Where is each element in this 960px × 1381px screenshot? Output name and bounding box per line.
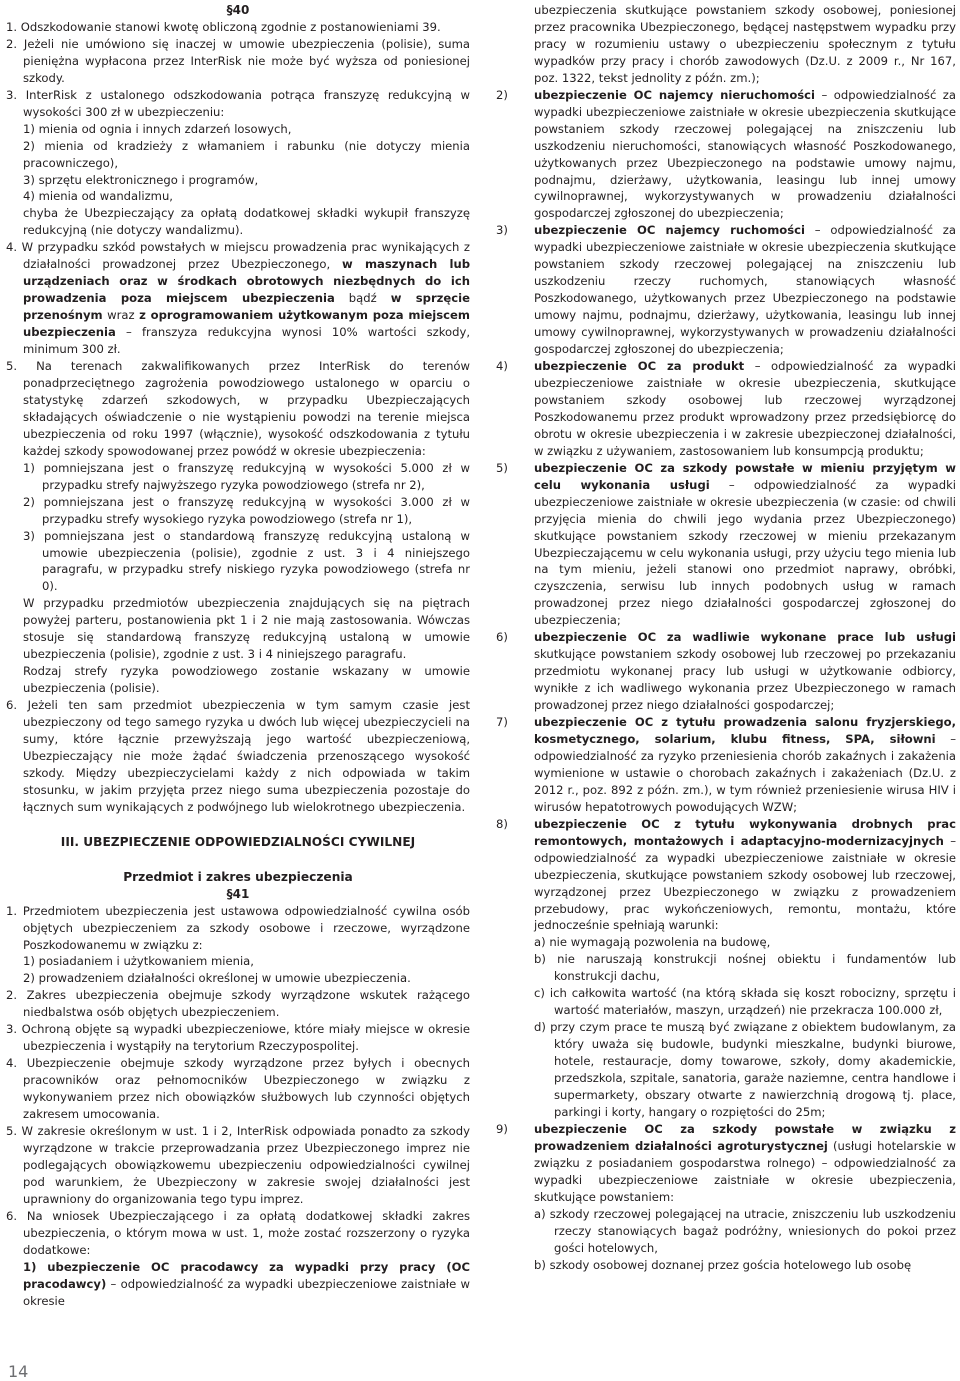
clause-40-4 [6, 239, 470, 358]
clause-40-3-item-4: 4) mienia od wandalizmu, [23, 189, 173, 204]
item-2-text: – odpowiedzialność za wypadki ubezpieczeniowe zaistniałe w okresie ubezpieczenia skutkujące powstaniem szkody rzeczowej polegającej na zniszczeniu lub uszkodzeniu nieruchomości, stanowiących własność Poszkodowanego, użytkowanych przez Ubezpieczonego na podstawie umowy najmu, podnajmu, dzierżawy, użytkowania, leasingu lub innej umowy cywilnoprawnej, wykorzystywanych w prowadzeniu działalności gospodarczej zgłoszonej do ubezpieczenia; [534, 87, 956, 221]
clause-40-3-tail: chyba że Ubezpieczający za opłatą dodatkowej składki wykupił franszyzę redukcyjną (nie dotyczy wandalizmu). [23, 206, 470, 238]
item-7-bold: ubezpieczenie OC z tytułu prowadzenia salonu fryzjerskiego, kosmetycznego, solarium, klubu fitness, SPA, siłowni [534, 715, 956, 746]
item-6-bold: ubezpieczenie OC za wadliwie wykonane prace lub usługi [534, 630, 956, 645]
clause-41-4: 4. Ubezpieczenie obejmuje szkody wyrządzone przez byłych i obecnych pracowników oraz pełnomocników Ubezpieczonego w związku z wykonywaniem przez nich obowiązków służbowych lub czynności objętych zakresem umocowania. [6, 1056, 470, 1122]
clause-41-6-item-4 [496, 358, 956, 460]
item-8-sub-b: b) nie naruszają konstrukcji nośnej obiektu i fundamentów lub konstrukcji dachu, [534, 952, 956, 984]
clause-40-3-item-3: 3) sprzętu elektronicznego i programów, [23, 172, 259, 187]
paragraph-number-41: §41 [226, 886, 250, 901]
clause-41-1-item-1: 1) posiadaniem i użytkowaniem mienia, [23, 954, 254, 969]
clause-40-4-text-g: – franszyza redukcyjna wynosi 10% wartości szkody, minimum 300 zł. [23, 325, 471, 357]
item-3-bold: ubezpieczenie OC najemcy ruchomości [534, 223, 805, 238]
clause-41-6-item-3 [496, 222, 956, 358]
paragraph-number-40: §40 [226, 3, 250, 17]
clause-40-6: 6. Jeżeli ten sam przedmiot ubezpieczenia w tym samym czasie jest ubezpieczony od tego samego ryzyka u dwóch lub więcej ubezpieczycieli na sumy, które łącznie przewyższają jego wartość ubezpieczeniową, Ubezpieczający nie może żądać świadczenia przenoszącego wysokość szkody. Między ubezpieczycielami każdy z nich odpowiada w takim stosunku, w jakim przyjęta przez niego suma ubezpieczenia pozostaje do łącznych sum wynikających z podwójnego lub wielokrotnego ubezpieczenia. [6, 698, 470, 814]
item-9-number: 9) [496, 1121, 508, 1136]
item-9-sub-b: b) szkody osobowej doznanej przez gościa hotelowego lub osobę [534, 1257, 912, 1272]
item-4-text: – odpowiedzialność za wypadki ubezpieczeniowe zaistniałe w okresie ubezpieczenia, skutkujące powstaniem szkody osobowej lub rzeczowej wyrządzonej Poszkodowanemu przez produkt wprowadzony przez przedsiębiorcę do obrotu w okresie ubezpieczenia i w zakresie ubezpieczonej działalności, w związku z używaniem, zastosowaniem lub konsumpcją produktu; [534, 359, 956, 458]
clause-40-5-item-3: 3) pomniejszana jest o standardową franszyzę redukcyjną ustaloną w umowie ubezpieczenia (polisie), zgodnie z ust. 3 i 4 niniejszego paragrafu, w przypadku strefy niskiego ryzyka powodziowego (strefa nr 0). [23, 528, 470, 594]
clause-41-6-item-1-continued: ubezpieczenia skutkujące powstaniem szkody osobowej, poniesionej przez pracownika Ubezpieczonego, będącej następstwem wypadku przy pracy w rozumieniu ustawy o ubezpieczeniu społecznym z tytułu wypadków przy pracy i chorób zawodowych (Dz.U. z 2009 r., Nr 167, poz. 1322, tekst jednolity z późn. zm.); [534, 3, 956, 85]
clause-40-4-bold-b: w maszynach lub urządzeniach oraz w środkach obrotowych niezbędnych do ich prowadzenia poza miejscem ubezpieczenia [23, 257, 470, 306]
clause-41-3: 3. Ochroną objęte są wypadki ubezpieczeniowe, które miały miejsce w okresie ubezpieczenia i wystąpiły na terytorium Rzeczypospolitej. [6, 1022, 470, 1054]
item-6-text: skutkujące powstaniem szkody osobowej lub rzeczowej po przekazaniu przedmiotu wykonanej pracy lub usługi w użytkowanie odbiorcy, wynikłe z ich wadliwego wykonania przez Ubezpieczonego w ramach prowadzonej przez niego działalności gospodarczej; [534, 647, 956, 713]
clause-40-5-tail-1: W przypadku przedmiotów ubezpieczenia znajdujących się na piętrach powyżej parteru, postanowienia pkt 1 i 2 nie mają zastosowania. Wówczas stosuje się standardową franszyzę redukcyjną ustaloną w umowie ubezpieczenia (polisie), zgodnie z ust. 3 i 4 niniejszego paragrafu. [23, 596, 470, 662]
item-8-sub-d: d) przy czym prace te muszą być związane z obiektem budowlanym, za który uważa się budowle, budynki mieszkalne, budynki biurowe, hotele, restauracje, domy towarowe, szkoły, domy akademickie, przedszkola, szpitale, sanatoria, garaże naziemne, centra handlowe i supermarkety, obszary otwarte z nawierzchnią drogową tj. place, parkingi i korty, hangary o rozpiętości do 25m; [534, 1020, 956, 1119]
item-2-bold: ubezpieczenie OC najemcy nieruchomości [534, 87, 816, 102]
item-5-number: 5) [496, 460, 508, 475]
page-number: 14 [8, 1362, 29, 1381]
clause-41-6-item-6 [496, 629, 956, 714]
clause-40-4-bold-d: w sprzęcie przenośnym [23, 291, 470, 323]
item-9-text: (usługi hotelarskie w związku z posiadaniem gospodarstwa rolnego) – odpowiedzialność za wypadki ubezpieczeniowe zaistniałe w okresie ubezpieczenia, skutkujące powstaniem: [534, 1138, 956, 1204]
clause-40-5-tail-2: Rodzaj strefy ryzyka powodziowego zostanie wskazany w umowie ubezpieczenia (polisie). [23, 664, 470, 696]
clause-40-3-item-2: 2) mienia od kradzieży z włamaniem i rabunku (nie dotyczy mienia pracowniczego), [23, 138, 470, 170]
clause-41-1: 1. Przedmiotem ubezpieczenia jest ustawowa odpowiedzialność cywilna osób objętych ubezpieczeniem za szkody osobowe i rzeczowe, wyrządzone Poszkodowanemu w związku z: [6, 903, 470, 952]
clause-40-1: 1. Odszkodowanie stanowi kwotę obliczoną zgodnie z postanowieniami 39. [6, 19, 441, 34]
clause-41-2: 2. Zakres ubezpieczenia obejmuje szkody wyrządzone wskutek rażącego niedbalstwa osób objętych ubezpieczeniem. [6, 988, 470, 1020]
clause-41-6-item-1 [6, 1259, 470, 1310]
clause-40-3-item-1: 1) mienia od ognia i innych zdarzeń losowych, [23, 121, 292, 136]
item-8-sub-a: a) nie wymagają pozwolenia na budowę, [534, 935, 771, 950]
clause-40-2: 2. Jeżeli nie umówiono się inaczej w umowie ubezpieczenia (polisie), suma pieniężna wypłacona przez InterRisk nie może być wyższa od poniesionej szkody. [6, 36, 470, 85]
item-5-bold: ubezpieczenie OC za szkody powstałe w mieniu przyjętym w celu wykonania usługi [534, 460, 956, 492]
item-6-number: 6) [496, 630, 508, 645]
clause-41-6-item-8 [496, 816, 956, 935]
item-3-text: – odpowiedzialność za wypadki ubezpieczeniowe zaistniałe w okresie ubezpieczenia skutkujące powstaniem szkody rzeczowej polegającej na zniszczeniu lub uszkodzeniu rzeczy ruchomych, stanowiących własność Poszkodowanego, użytkowanych przez Ubezpieczonego na podstawie umowy najmu, podnajmu, dzierżawy, użytkowania, leasingu lub innej umowy cywilnoprawnej, wykorzystywanych w prowadzeniu działalności gospodarczej zgłoszonej do ubezpieczenia; [534, 223, 956, 357]
clause-40-5-item-2: 2) pomniejszana jest o franszyzę redukcyjną w wysokości 3.000 zł w przypadku strefy wysokiego ryzyka powodziowego (strefa nr 1), [23, 494, 470, 526]
item-3-number: 3) [496, 223, 508, 238]
clause-41-6-item-2 [496, 87, 956, 223]
item-8-number: 8) [496, 816, 508, 831]
item-5-text: – odpowiedzialność za wypadki ubezpieczeniowe zaistniałe w okresie ubezpieczenia (w czasie: od chwili przyjęcia mienia do chwili jego wydania przez Ubezpieczonego) skutkujące powstaniem szkody rzeczowej w mieniu przekazanym Ubezpieczającemu w celu wykonania usługi, przy użyciu tego mienia lub na tym mieniu, jeżeli stanowi ono przedmiot naprawy, obróbki, czyszczenia, serwisu lub innych podobnych usług w ramach prowadzonej przez niego działalności gospodarczej zgłoszonej do ubezpieczenia; [534, 477, 957, 628]
item-7-text: – odpowiedzialność za ryzyko przeniesienia chorób zakaźnych i zakażenia wymienione w ustawie o chorobach zakaźnych i zakażeniach (Dz.U. z 2012 r., poz. 892 z późn. zm.), w tym również przeniesienie wirusa HIV i wirusów hepatotrowych powodujących WZW; [534, 731, 956, 814]
clause-41-6-item-5 [496, 460, 956, 630]
right-column [496, 2, 956, 1273]
clause-40-5-item-1: 1) pomniejszana jest o franszyzę redukcyjną w wysokości 5.000 zł w przypadku strefy najwyższego ryzyka powodziowego (strefa nr 2), [23, 460, 470, 492]
item-8-text: – odpowiedzialność za wypadki ubezpieczeniowe zaistniałe w okresie ubezpieczenia, skutkujące powstaniem szkody osobowej lub rzeczowej, wyrządzonej przez Ubezpieczonego w związku z prowadzeniem przebudowy, prac wykończeniowych, remontu, montażu, które jednocześnie spełniają warunki: [534, 833, 957, 933]
clause-41-6-item-1-bold: 1) ubezpieczenie OC pracodawcy za wypadki przy pracy (OC pracodawcy) [23, 1259, 470, 1291]
clause-40-4-text-a: 4. W przypadku szkód powstałych w miejscu prowadzenia prac wynikających z działalności prowadzonej przez Ubezpieczonego, [6, 240, 470, 272]
clause-41-5: 5. W zakresie określonym w ust. 1 i 2, InterRisk odpowiada ponadto za szkody wyrządzone w trakcie przeprowadzania przez Ubezpieczonego imprez nie podlegających obowiązkowemu ubezpieczeniu odpowiedzialności cywilnej pod warunkiem, że Ubezpieczony w zakresie swojej działalności jest uprawniony do organizowania tego typu imprez. [6, 1124, 470, 1206]
item-9-bold: ubezpieczenie OC za szkody powstałe w związku z prowadzeniem działalności agroturystycznej [534, 1121, 956, 1153]
item-4-bold: ubezpieczenie OC za produkt [534, 359, 745, 374]
clause-40-4-text-c: bądź [348, 291, 377, 306]
clause-41-6-item-9 [496, 1121, 956, 1206]
item-7-number: 7) [496, 715, 508, 730]
item-8-bold: ubezpieczenie OC z tytułu wykonywania drobnych prac remontowych, montażowych i adaptacyjno-modernizacyjnych [534, 816, 956, 848]
clause-40-5: 5. Na terenach zakwalifikowanych przez InterRisk do terenów ponadprzeciętnego zagrożenia powodziowego ustalonego w oparciu o statystykę zdarzeń szkodowych, w przypadku Ubezpieczających składających oświadczenie o nie wystąpieniu powodzi na terenie miejsca ubezpieczenia od roku 1997 (włącznie), wysokość odszkodowania z tytułu każdej szkody spowodowanej przez powódź w okresie ubezpieczenia: [6, 359, 470, 458]
section-heading: III. UBEZPIECZENIE ODPOWIEDZIALNOŚCI CYWILNEJ [60, 834, 416, 849]
item-8-sub-c: c) ich całkowita wartość (na którą składa się koszt robocizny, sprzętu i wartość materiałów, maszyn, urządzeń) nie przekracza 100.000 zł, [534, 986, 956, 1018]
clause-41-6-item-1-text: – odpowiedzialność za wypadki ubezpieczeniowe zaistniałe w okresie [23, 1276, 471, 1308]
clause-41-6: 6. Na wniosek Ubezpieczającego i za opłatą dodatkowej składki zakres ubezpieczenia, o którym mowa w ust. 1, może zostać rozszerzony o ryzyka dodatkowe: [6, 1208, 470, 1257]
left-column [6, 2, 470, 1309]
clause-40-4-bold-f: z oprogramowaniem użytkowanym poza miejscem ubezpieczenia [23, 308, 470, 340]
clause-41-6-item-7 [496, 714, 956, 816]
item-4-number: 4) [496, 359, 508, 374]
item-2-number: 2) [496, 87, 508, 102]
clause-41-1-item-2: 2) prowadzeniem działalności określonej w umowie ubezpieczenia. [23, 971, 411, 986]
subsection-heading: Przedmiot i zakres ubezpieczenia [123, 869, 353, 884]
item-9-sub-a: a) szkody rzeczowej polegającej na utracie, zniszczeniu lub uszkodzeniu rzeczy stanowiących bagaż podróżny, wniesionych do pokoi przez gości hotelowych, [534, 1206, 956, 1255]
clause-40-3: 3. InterRisk z ustalonego odszkodowania potrąca franszyzę redukcyjną w wysokości 300 zł w ubezpieczeniu: [6, 87, 470, 119]
clause-40-4-text-e: wraz [107, 308, 135, 323]
